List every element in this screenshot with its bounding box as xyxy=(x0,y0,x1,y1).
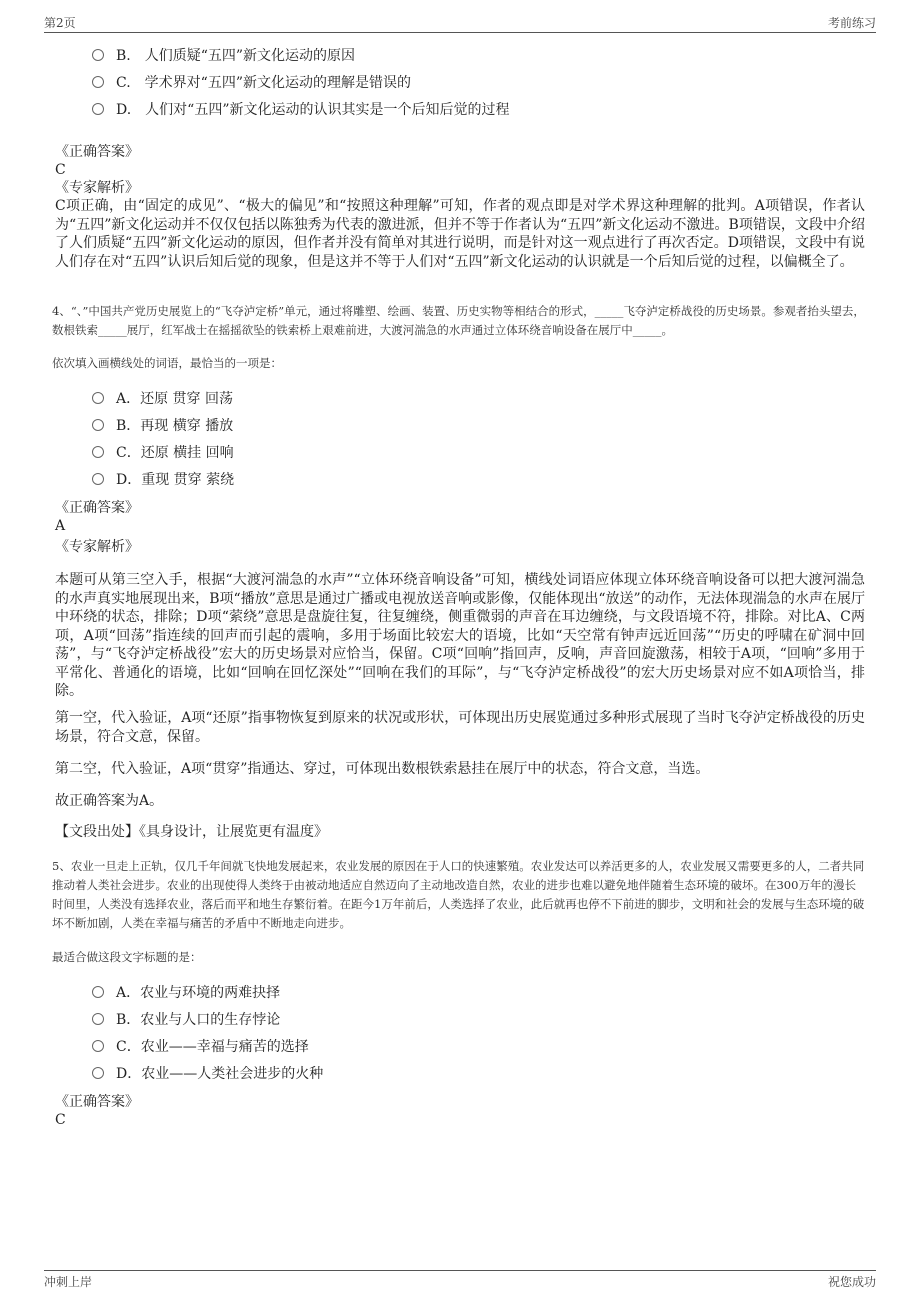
q4-answer: A xyxy=(55,518,66,534)
radio-icon[interactable] xyxy=(92,446,104,458)
q3-answer: C xyxy=(55,162,66,178)
q4-analysis-para-2: 第一空，代入验证，A项“还原”指事物恢复到原来的状况或形状，可体现出历史展览通过多种形式展现了当时飞夺泸定桥战役的历史场景，符合文意，保留。 xyxy=(55,710,865,745)
q5-option-c[interactable]: C．农业——幸福与痛苦的选择 xyxy=(92,1038,309,1056)
q4-prompt: 依次填入画横线处的词语，最恰当的一项是： xyxy=(52,356,282,370)
q3-analysis-heading: 《专家解析》 xyxy=(55,180,139,196)
radio-icon[interactable] xyxy=(92,49,104,61)
q4-source: 【文段出处】《具身设计，让展览更有温度》 xyxy=(55,824,328,840)
q5-answer-heading: 《正确答案》 xyxy=(55,1094,139,1110)
header-title: 考前练习 xyxy=(827,16,876,30)
q3-analysis: C项正确，由“固定的成见”、“极大的偏见”和“按照这种理解”可知，作者的观点即是对学术界这种理解的批判。A项错误，作者认为“五四”新文化运动并不仅仅包括以陈独秀为代表的激进派，但并不等于作者认为“五四”新文化运动不激进。B项错误，文段中介绍了人们质疑“五四”新文化运动的原因，但作者并没有简单对其进行说明，而是针对这一观点进行了再次否定。D项错误，文段中有说人们存在对“五四”认识后知后觉的现象，但是这并不等于人们对“五四”新文化运动的认识就是一个后知后觉的过程，以偏概全了。 xyxy=(55,198,865,270)
q4-option-a[interactable]: A．还原 贯穿 回荡 xyxy=(92,390,233,408)
radio-icon[interactable] xyxy=(92,1013,104,1025)
q4-answer-heading: 《正确答案》 xyxy=(55,500,139,516)
q5-option-b[interactable]: B．农业与人口的生存悖论 xyxy=(92,1011,280,1029)
footer-left: 冲刺上岸 xyxy=(44,1275,93,1289)
radio-icon[interactable] xyxy=(92,1040,104,1052)
page-number: 第2页 xyxy=(44,16,76,30)
q5-answer: C xyxy=(55,1112,66,1128)
q4-analysis-heading: 《专家解析》 xyxy=(55,539,139,555)
q3-option-d[interactable]: D. 人们对“五四”新文化运动的认识其实是一个后知后觉的过程 xyxy=(92,101,510,119)
q5-option-d[interactable]: D．农业——人类社会进步的火种 xyxy=(92,1065,323,1083)
radio-icon[interactable] xyxy=(92,392,104,404)
q5-prompt: 最适合做这段文字标题的是： xyxy=(52,950,202,964)
q4-option-d[interactable]: D．重现 贯穿 萦绕 xyxy=(92,471,234,489)
q4-option-b[interactable]: B．再现 横穿 播放 xyxy=(92,417,233,435)
q4-stem: 4、“、”中国共产党历史展览上的“飞夺泸定桥”单元，通过将雕塑、绘画、装置、历史实物等相结合的形式，_____飞夺泸定桥战役的历史场景。参观者抬头望去，数根铁索_____展厅，红军战士在摇摇欲坠的铁索桥上艰难前进，大渡河湍急的水声通过立体环绕音响设备在展厅中_____。 xyxy=(52,304,865,337)
radio-icon[interactable] xyxy=(92,986,104,998)
q4-analysis-para-3: 第二空，代入验证，A项“贯穿”指通达、穿过，可体现出数根铁索悬挂在展厅中的状态，符合文意，当选。 xyxy=(55,761,710,777)
radio-icon[interactable] xyxy=(92,103,104,115)
q4-option-c[interactable]: C．还原 横挂 回响 xyxy=(92,444,234,462)
q5-stem: 5、农业一旦走上正轨，仅几千年间就飞快地发展起来，农业发展的原因在于人口的快速繁殖。农业发达可以养活更多的人，农业发展又需要更多的人，二者共同推动着人类社会进步。农业的出现使得人类终于由被动地适应自然迈向了主动地改造自然，农业的进步也难以避免地伴随着生态环境的破坏。在300万年的漫长时间里，人类没有选择农业，落后而平和地生存繁衍着。在距今1万年前后，人类选择了农业，此后就再也停不下前进的脚步，文明和社会的发展与生态环境的破坏不断加剧，人类在幸福与痛苦的矛盾中不断地走向进步。 xyxy=(52,859,865,930)
radio-icon[interactable] xyxy=(92,419,104,431)
radio-icon[interactable] xyxy=(92,76,104,88)
q4-analysis-para-1: 本题可从第三空入手，根据“大渡河湍急的水声”“立体环绕音响设备”可知，横线处词语应体现立体环绕音响设备可以把大渡河湍急的水声真实地展现出来，B项“播放”意思是通过广播或电视放送音响或影像，仅能体现出“放送”的动作，无法体现湍急的水声在展厅中环绕的状态，排除；D项“萦绕”意思是盘旋往复，往复缠绕，侧重微弱的声音在耳边缠绕，与文段语境不符，排除。对比A、C两项，A项“回荡”指连续的回声而引起的震响，多用于场面比较宏大的语境，比如“天空常有钟声远近回荡”“历史的呼啸在矿洞中回荡”，与“飞夺泸定桥战役”宏大的历史场景对应恰当，保留。C项“回响”指回声，反响，声音回旋激荡，相较于A项，“回响”多用于平常化、普通化的语境，比如“回响在回忆深处”“回响在我们的耳际”，与“飞夺泸定桥战役”的宏大历史场景对应不如A项恰当，排除。 xyxy=(55,572,865,699)
q5-option-a[interactable]: A．农业与环境的两难抉择 xyxy=(92,984,280,1002)
q3-option-c[interactable]: C. 学术界对“五四”新文化运动的理解是错误的 xyxy=(92,74,411,92)
page-header xyxy=(44,14,876,33)
q3-option-b[interactable]: B. 人们质疑“五四”新文化运动的原因 xyxy=(92,47,355,65)
footer-right: 祝您成功 xyxy=(827,1275,876,1289)
q4-analysis-para-4: 故正确答案为A。 xyxy=(55,793,164,809)
radio-icon[interactable] xyxy=(92,473,104,485)
page-footer xyxy=(44,1270,876,1291)
q3-answer-heading: 《正确答案》 xyxy=(55,144,139,160)
radio-icon[interactable] xyxy=(92,1067,104,1079)
